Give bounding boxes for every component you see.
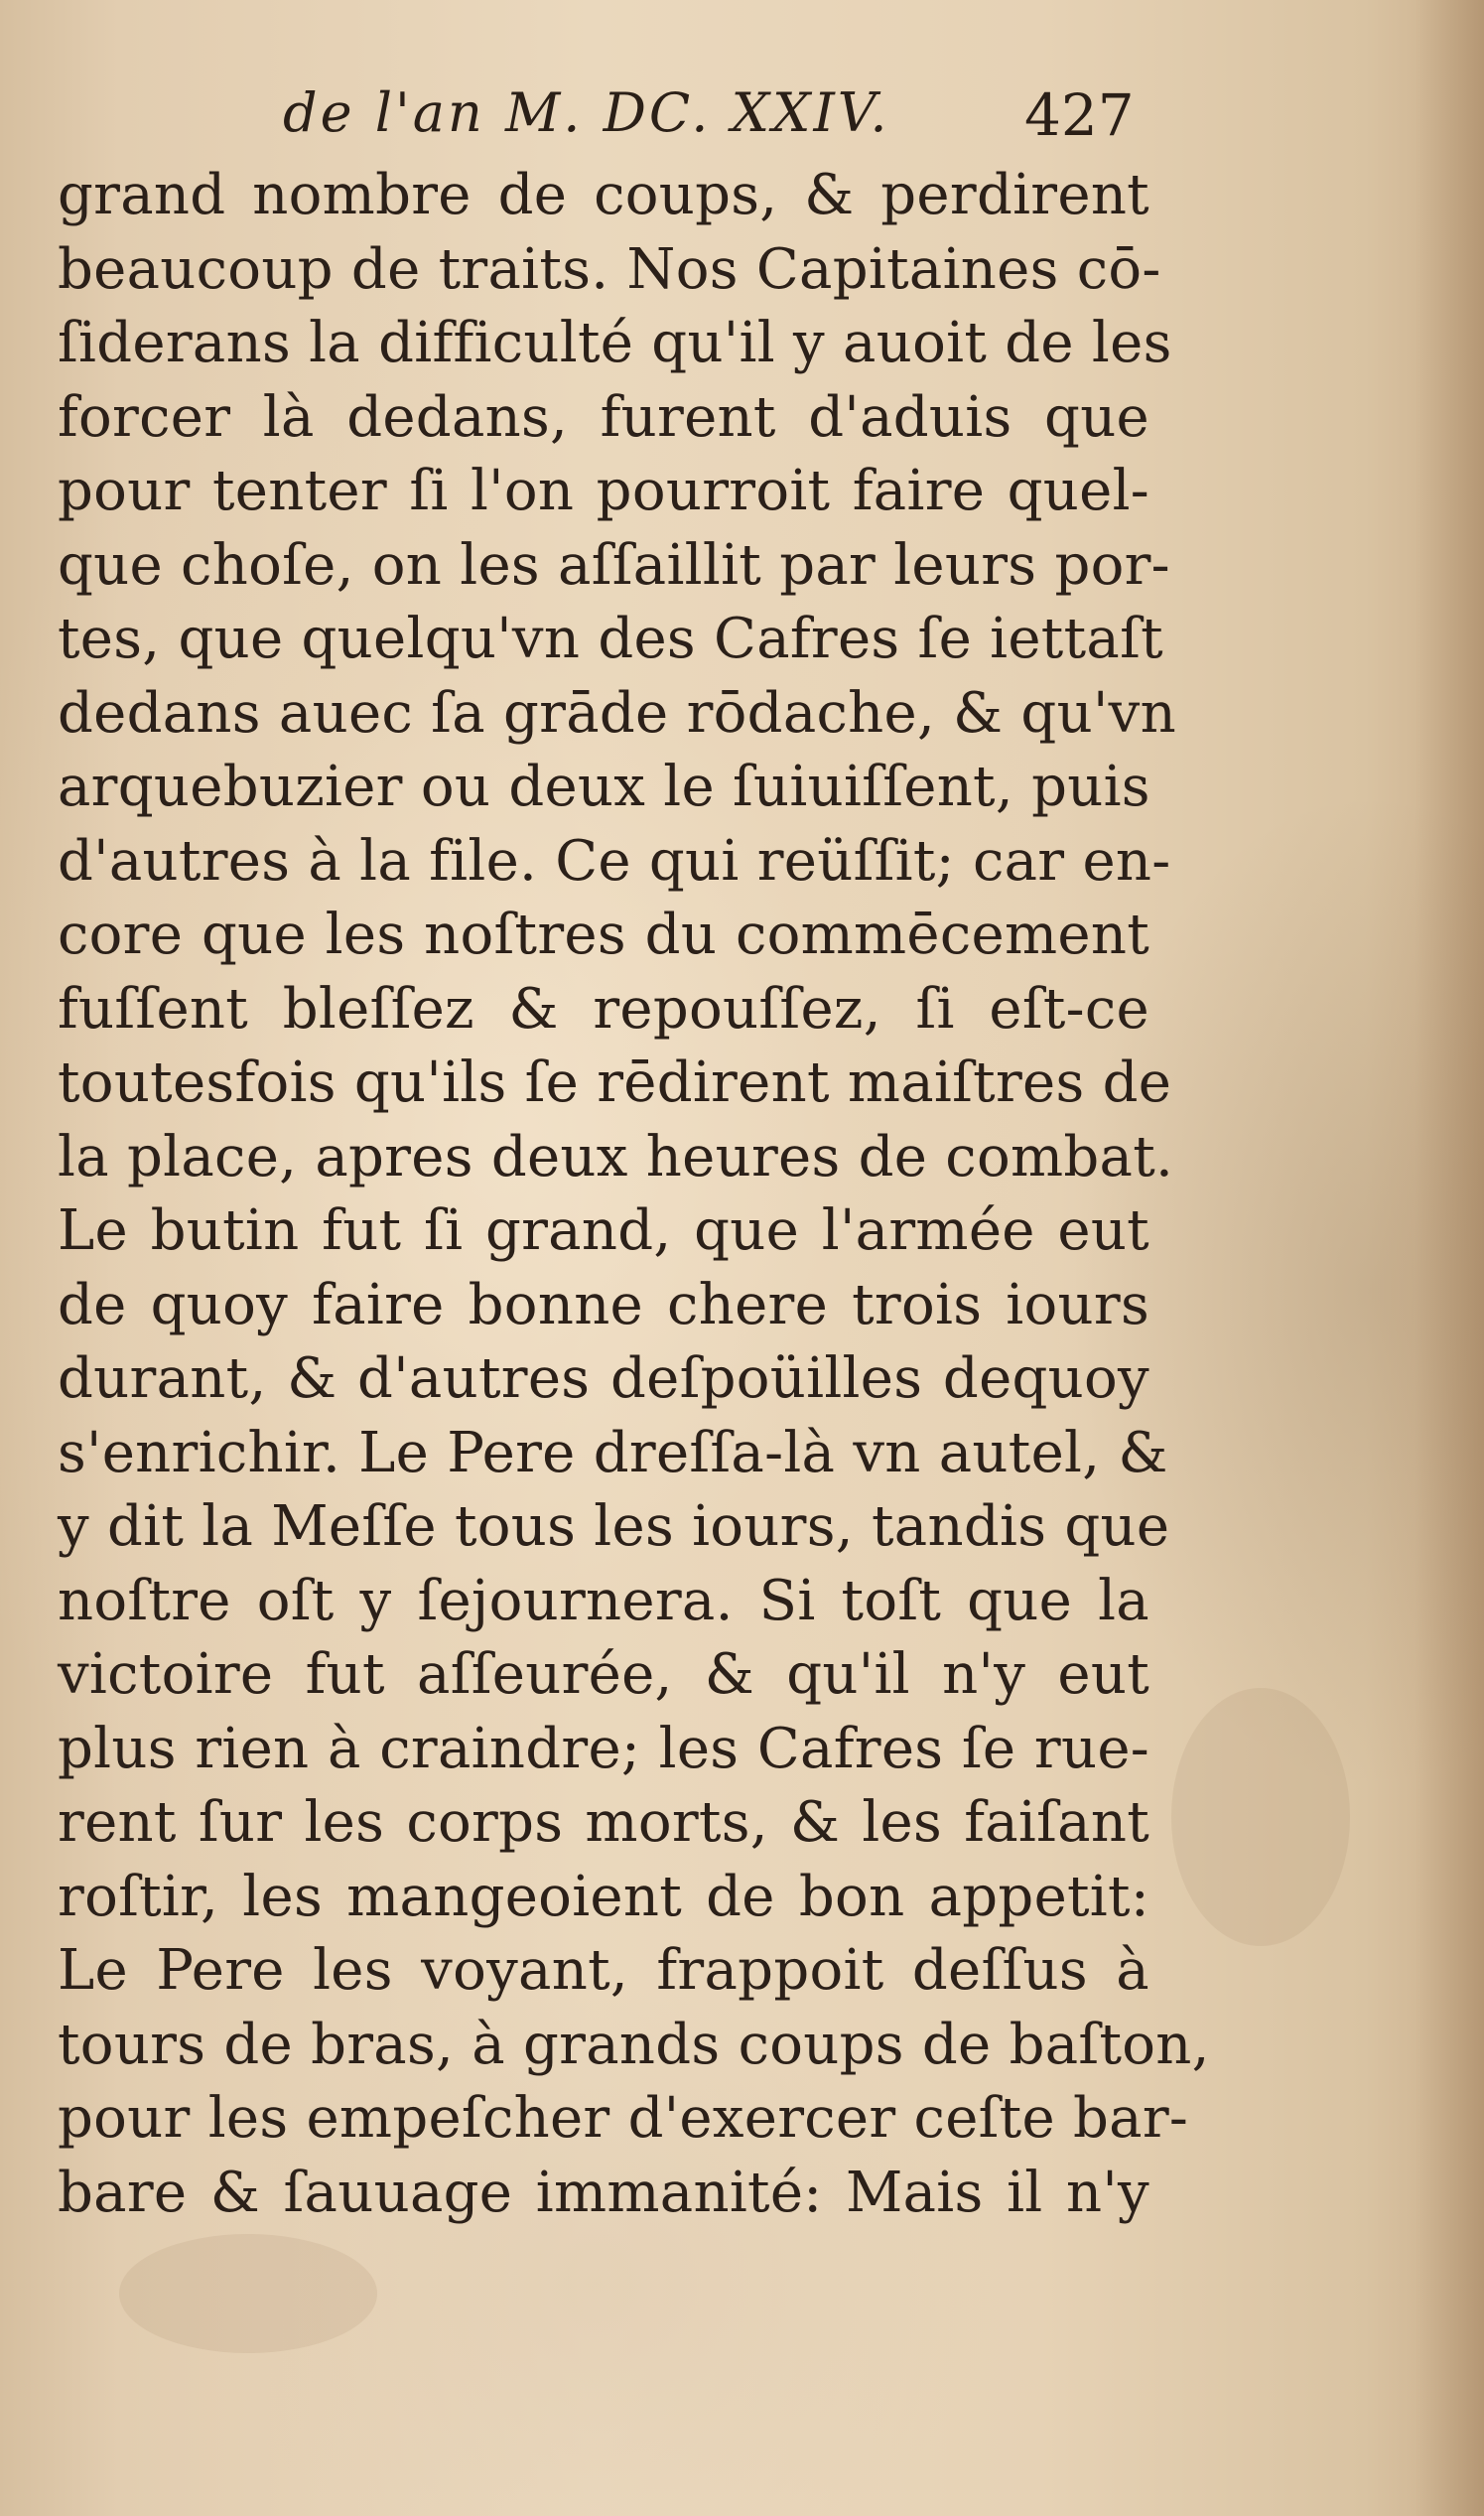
text-line: roſtir, les mangeoient de bon appetit:	[58, 1864, 1149, 1929]
text-line: tours de bras, à grands coups de baſton,	[58, 2012, 1210, 2077]
page-number: 427	[1024, 81, 1135, 149]
text-line: Le Pere les voyant, frappoit deſſus à	[58, 1938, 1149, 2003]
running-head: de l'an M. DC. XXIV.	[283, 81, 890, 144]
text-line: grand nombre de coups, & perdirent	[58, 163, 1149, 227]
body-text	[58, 159, 1210, 2230]
text-line: ſiderans la difficulté qu'il y auoit de les	[58, 311, 1172, 375]
text-line: pour les empeſcher d'exercer ceſte bar-	[58, 2086, 1189, 2151]
text-line: d'autres à la file. Ce qui reüſſit; car en-	[58, 828, 1171, 894]
text-line: dedans auec ſa grāde rōdache, & qu'vn	[58, 680, 1176, 746]
text-line: core que les noſtres du commēcement	[58, 903, 1149, 967]
text-line: que choſe, on les aſſaillit par leurs por-	[58, 532, 1170, 598]
paper-stain	[1171, 1688, 1350, 1946]
text-line: plus rien à craindre; les Cafres ſe rue-	[58, 1716, 1149, 1781]
text-line: fuſſent bleſſez & repouſſez, ſi eſt-ce	[58, 976, 1149, 1042]
text-line: tes, que quelqu'vn des Cafres ſe iettaſt	[58, 607, 1163, 671]
page-header	[0, 81, 1484, 161]
text-line: toutesfois qu'ils ſe rēdirent maiſtres de	[58, 1050, 1172, 1115]
text-line: de quoy faire bonne chere trois iours	[58, 1272, 1149, 1337]
text-line: pour tenter ſi l'on pourroit faire quel-	[58, 459, 1149, 523]
paper-stain	[119, 2234, 377, 2353]
text-line: beaucoup de traits. Nos Capitaines cō-	[58, 236, 1161, 302]
text-line: noſtre oſt y ſejournera. Si toſt que la	[58, 1568, 1149, 1633]
text-line: durant, & d'autres deſpoüilles dequoy	[58, 1346, 1149, 1411]
text-line: Le butin fut ſi grand, que l'armée eut	[58, 1198, 1149, 1263]
text-line: la place, apres deux heures de combat.	[58, 1124, 1174, 1189]
text-line: bare & ſauuage immanité: Mais il n'y	[58, 2160, 1149, 2225]
text-line: s'enrichir. Le Pere dreſſa-là vn autel, &	[58, 1420, 1168, 1485]
text-line: forcer là dedans, furent d'aduis que	[58, 384, 1149, 450]
text-line: y dit la Meſſe tous les iours, tandis que	[58, 1494, 1170, 1559]
page-edge-shadow	[1415, 0, 1484, 2516]
text-line: victoire fut aſſeurée, & qu'il n'y eut	[58, 1642, 1149, 1707]
text-line: rent ſur les corps morts, & les faiſant	[58, 1790, 1149, 1855]
text-line: arquebuzier ou deux le ſuiuiſſent, puis	[58, 755, 1150, 819]
